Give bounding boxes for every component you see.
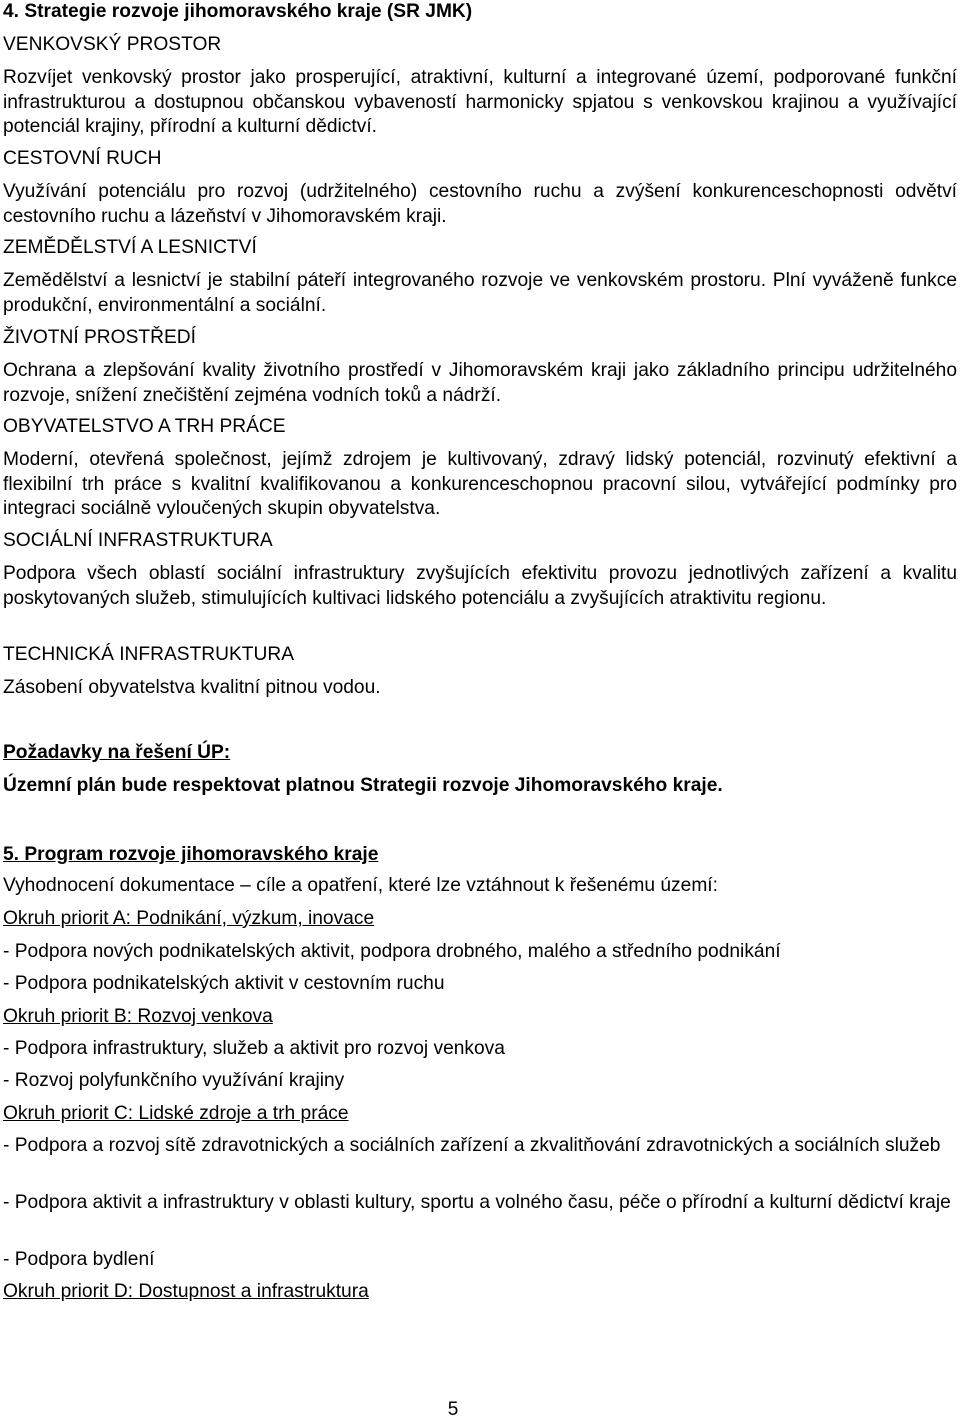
heading-obyvatelstvo: OBYVATELSTVO A TRH PRÁCE xyxy=(3,416,286,437)
text-zemedelstvi: Zemědělství a lesnictví je stabilní páteří integrovaného rozvoje ve venkovském prostoru. Plní vyváženě funkce produkční, environmentální a sociální. xyxy=(3,270,957,316)
priority-b-heading: Okruh priorit B: Rozvoj venkova xyxy=(3,1006,273,1027)
text-socialni-infrastruktura: Podpora všech oblastí sociální infrastruktury zvyšujících efektivitu provozu jednotlivých zařízení a kvalitu poskytovaných služeb, stimulujících kultivaci lidského potenciálu a zvyšujících atraktivitu regionu. xyxy=(3,563,957,609)
heading-cestovni-ruch: CESTOVNÍ RUCH xyxy=(3,148,162,169)
text-technicka-infrastruktura: Zásobení obyvatelstva kvalitní pitnou vodou. xyxy=(3,677,381,698)
text-obyvatelstvo: Moderní, otevřená společnost, jejímž zdrojem je kultivovaný, zdravý lidský potenciál, rozvinutý efektivní a flexibilní trh práce s kvalitní kvalifikovanou a konkurenceschopnou pracovní silou, vytvářející podmínky pro integraci sociálně vyloučených skupin obyvatelstva. xyxy=(3,449,957,519)
text-venkovsky-prostor: Rozvíjet venkovský prostor jako prosperující, atraktivní, kulturní a integrované území, podporované funkční infrastrukturou a dostupnou občanskou vybaveností harmonicky spjatou s venkovskou krajinou a využívající potenciál krajiny, přírodní a kulturní dědictví. xyxy=(3,67,957,137)
priority-c-item: - Podpora aktivit a infrastruktury v oblasti kultury, sportu a volného času, péče o přírodní a kulturní dědictví kraje xyxy=(3,1192,951,1213)
text-zivotni-prostredi: Ochrana a zlepšování kvality životního prostředí v Jihomoravském kraji jako základního principu udržitelného rozvoje, snížení znečištění zejména vodních toků a nádrží. xyxy=(3,360,957,406)
priority-b-item: - Rozvoj polyfunkčního využívání krajiny xyxy=(3,1070,345,1091)
priority-a-item: - Podpora nových podnikatelských aktivit, podpora drobného, malého a středního podnikání xyxy=(3,941,781,962)
heading-zivotni-prostredi: ŽIVOTNÍ PROSTŘEDÍ xyxy=(3,327,196,348)
section-4-title: 4. Strategie rozvoje jihomoravského kraje (SR JMK) xyxy=(3,1,473,22)
priority-c-heading: Okruh priorit C: Lidské zdroje a trh práce xyxy=(3,1103,349,1124)
heading-technicka-infrastruktura: TECHNICKÁ INFRASTRUKTURA xyxy=(3,644,295,665)
section-5-intro: Vyhodnocení dokumentace – cíle a opatření, které lze vztáhnout k řešenému území: xyxy=(3,875,718,896)
section-5-title: 5. Program rozvoje jihomoravského kraje xyxy=(3,844,379,865)
heading-venkovsky-prostor: VENKOVSKÝ PROSTOR xyxy=(3,34,222,55)
priority-a-item: - Podpora podnikatelských aktivit v cestovním ruchu xyxy=(3,973,445,994)
priority-c-item: - Podpora a rozvoj sítě zdravotnických a sociálních zařízení a zkvalitňování zdravotnických a sociálních služeb xyxy=(3,1135,941,1156)
requirements-heading: Požadavky na řešení ÚP: xyxy=(3,742,231,763)
page-number: 5 xyxy=(447,1399,459,1420)
requirements-text: Územní plán bude respektovat platnou Strategii rozvoje Jihomoravského kraje. xyxy=(3,775,723,796)
heading-zemedelstvi: ZEMĚDĚLSTVÍ A LESNICTVÍ xyxy=(3,237,257,258)
priority-d-heading: Okruh priorit D: Dostupnost a infrastruktura xyxy=(3,1281,369,1302)
priority-b-item: - Podpora infrastruktury, služeb a aktivit pro rozvoj venkova xyxy=(3,1038,505,1059)
priority-a-heading: Okruh priorit A: Podnikání, výzkum, inovace xyxy=(3,908,375,929)
text-cestovni-ruch: Využívání potenciálu pro rozvoj (udržitelného) cestovního ruchu a zvýšení konkurenceschopnosti odvětví cestovního ruchu a lázeňství v Jihomoravském kraji. xyxy=(3,181,957,227)
heading-socialni-infrastruktura: SOCIÁLNÍ INFRASTRUKTURA xyxy=(3,530,273,551)
priority-c-item: - Podpora bydlení xyxy=(3,1249,155,1270)
